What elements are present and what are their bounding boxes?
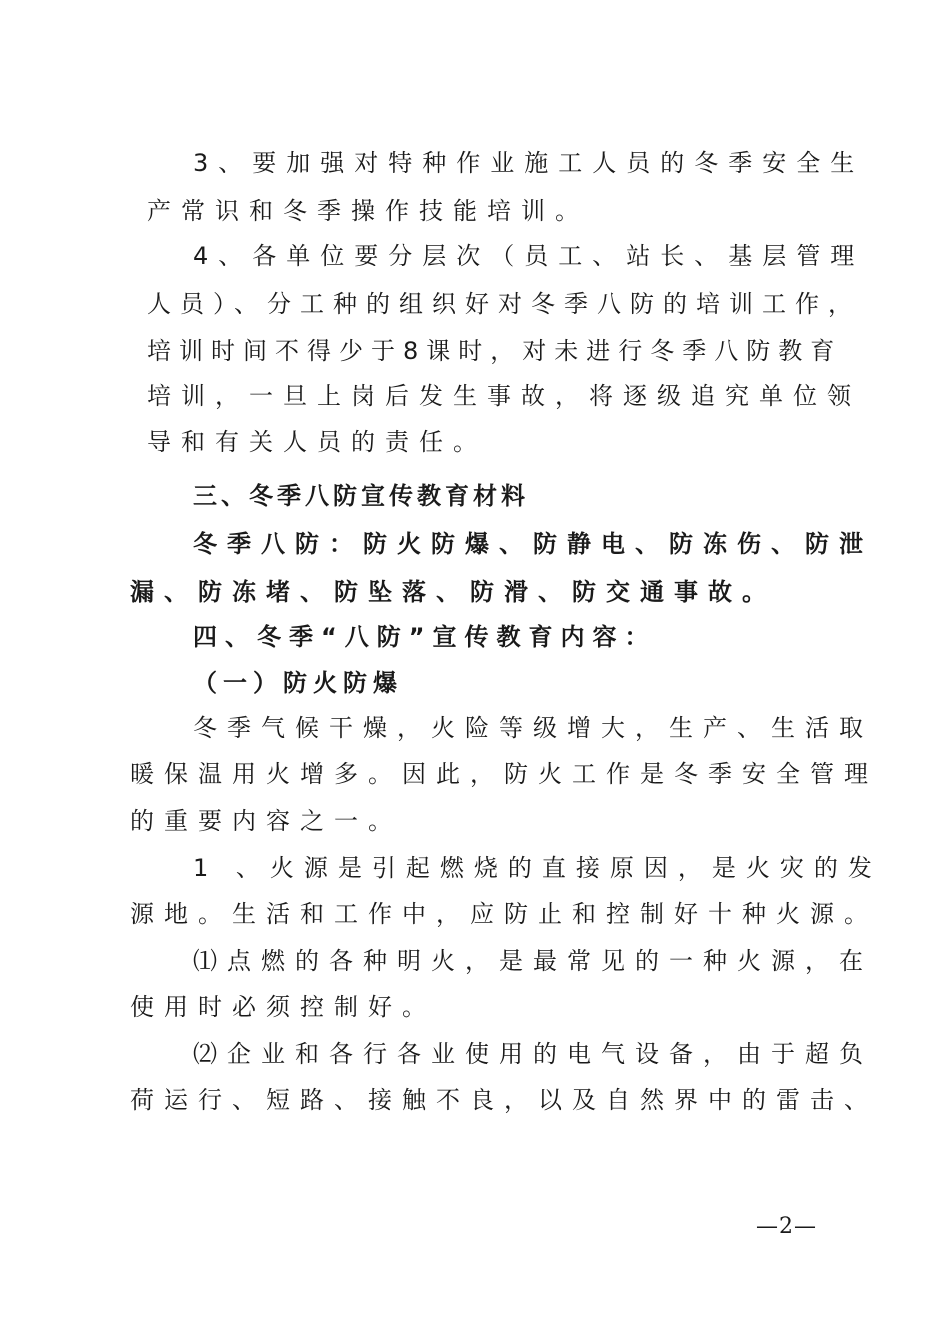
page-number: —2— (756, 1214, 817, 1239)
subsection-1-heading: （一）防火防爆 (193, 669, 403, 697)
item-2-line-2: 荷运行、短路、接触不良，以及自然界中的雷击、 (130, 1086, 878, 1114)
eight-prevention-line-1: 冬季八防：防火防爆、防静电、防冻伤、防泄 (193, 530, 873, 558)
fire-source-line-1: 1 、火源是引起燃烧的直接原因，是火灾的发 (193, 854, 882, 882)
item-4-line-3: 培训时间不得少于8课时，对未进行冬季八防教育 (147, 337, 843, 365)
fire-paragraph-line-1: 冬季气候干燥，火险等级增大，生产、生活取 (193, 714, 873, 742)
item-1-line-1: ⑴点燃的各种明火，是最常见的一种火源，在 (193, 947, 873, 975)
item-4-line-1: 4、各单位要分层次（员工、站长、基层管理 (193, 242, 865, 270)
item-4-line-4: 培训，一旦上岗后发生事故，将逐级追究单位领 (147, 382, 861, 410)
section-4-heading: 四、冬季“八防”宣传教育内容： (193, 623, 657, 651)
item-3-line-1: 3、要加强对特种作业施工人员的冬季安全生 (193, 149, 865, 177)
fire-paragraph-line-2: 暖保温用火增多。因此，防火工作是冬季安全管理 (130, 760, 878, 788)
item-1-line-2: 使用时必须控制好。 (130, 993, 436, 1021)
section-3-heading: 三、冬季八防宣传教育材料 (193, 482, 529, 510)
item-3-line-2: 产常识和冬季操作技能培训。 (147, 197, 589, 225)
eight-prevention-line-2: 漏、防冻堵、防坠落、防滑、防交通事故。 (130, 578, 776, 606)
item-4-line-5: 导和有关人员的责任。 (147, 428, 487, 456)
fire-paragraph-line-3: 的重要内容之一。 (130, 807, 402, 835)
item-2-line-1: ⑵企业和各行各业使用的电气设备，由于超负 (193, 1040, 873, 1068)
item-4-line-2: 人员）、分工种的组织好对冬季八防的培训工作， (147, 290, 861, 318)
fire-source-line-2: 源地。生活和工作中，应防止和控制好十种火源。 (130, 900, 878, 928)
